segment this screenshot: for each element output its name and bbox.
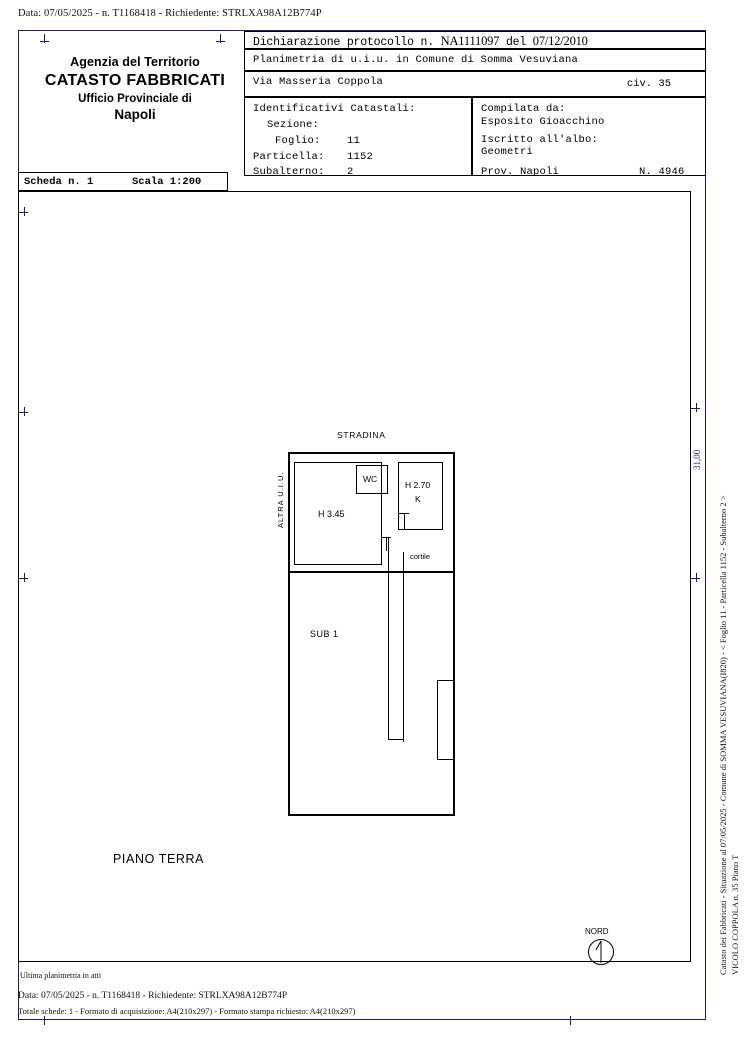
prov-label: Prov. Napoli [481,166,560,178]
dimension-vertical: 31,00 [692,449,702,470]
declaration-del: del [505,36,527,49]
compilata-name: Esposito Gioacchino [481,116,605,128]
label-cortile: cortile [410,552,431,561]
footer-meta: Data: 07/05/2025 - n. T1168418 - Richiedente: STRLXA98A12B774P [18,991,288,1001]
subalterno-label: Subalterno: [253,166,325,178]
compilata-title: Compilata da: [481,103,566,115]
declaration-prefix: Dichiarazione protocollo n. [253,36,434,49]
plan-wall [437,680,438,760]
agency-block [30,55,240,122]
plan-wall [403,552,404,742]
plan-wall [398,462,399,530]
foglio-label: Foglio: [275,135,321,147]
plan-wall [294,462,382,463]
plan-wall [381,462,382,565]
agency-line-4: Napoli [114,107,156,122]
address-text: Via Masseria Coppola [253,76,384,88]
identificativi-box [244,97,472,176]
agency-line-3: Ufficio Provinciale di [78,93,192,105]
plan-wall [399,513,409,514]
label-piano-terra: PIANO TERRA [113,852,205,866]
side-caption-line-1: Catasto dei Fabbricati - Situazione al 07/05/2025 - Comune di SOMMA VESUVIANA(I820) - < Foglio 11 - Particella 1152 - Subalterno 2 > [718,495,728,975]
label-altra-uiu: ALTRA U.I.U. [276,471,285,528]
plan-wall [453,452,455,573]
plan-wall [356,465,357,494]
plan-wall [356,465,388,466]
plan-wall [386,537,387,551]
plan-wall [437,759,455,760]
albo-value: Geometri [481,146,534,158]
plan-wall [288,814,455,816]
scheda-box [18,172,228,191]
protocol-number: NA1111097 [440,34,500,48]
side-caption-line-2: VICOLO COPPOLA n. 35 Piano T [730,854,740,975]
plan-wall [388,537,389,740]
top-meta-line: Data: 07/05/2025 - n. T1168418 - Richiedente: STRLXA98A12B774P [18,8,322,19]
label-room-main: H 3.45 [318,509,345,519]
foglio-value: 11 [347,135,361,147]
compass-needle-icon [588,939,614,965]
albo-numero: N. 4946 [639,166,685,178]
compilata-box [472,97,706,176]
plan-wall [294,564,382,565]
label-stradina: STRADINA [337,430,386,440]
civico-text: civ. 35 [626,78,671,90]
plan-wall [388,739,404,740]
scala-label: Scala 1:200 [132,176,202,188]
albo-label: Iscritto all'albo: [481,134,599,146]
registration-tick [220,34,221,43]
subalterno-value: 2 [347,166,354,178]
plan-wall [387,465,388,494]
plan-wall [437,680,455,681]
plan-wall [294,462,295,565]
agency-line-1: Agenzia del Territorio [70,55,200,69]
footer-formats: Totale schede: 1 - Formato di acquisizione: A4(210x297) - Formato stampa richiesto: A4(210x297) [18,1006,356,1016]
plan-wall [398,529,443,530]
planimetry-box [244,49,706,71]
particella-label: Particella: [253,151,325,163]
plan-wall [381,537,391,538]
registration-tick [44,1016,45,1025]
plan-wall [442,462,443,530]
registration-tick [570,1016,571,1025]
protocol-date: 07/12/2010 [532,34,588,48]
agency-line-2: CATASTO FABBRICATI [44,72,226,89]
plan-wall [288,571,455,573]
plan-wall [398,462,443,463]
registration-tick [691,408,700,409]
plan-wall [404,513,405,529]
label-room-wc: WC [363,474,378,484]
plan-wall [288,452,290,573]
declaration-box [244,31,706,49]
particella-value: 1152 [347,151,374,163]
identificativi-title: Identificativi Catastali: [253,103,416,115]
plan-wall [453,572,455,815]
label-nord: NORD [585,927,609,936]
plan-wall [356,493,388,494]
plan-wall [288,572,290,815]
sezione-label: Sezione: [267,119,320,131]
address-box [244,71,706,97]
label-sub: SUB 1 [310,629,339,639]
label-room-k: K [415,494,421,504]
declaration-text [253,34,588,49]
footer-note: Ultima planimetria in atti [20,971,102,980]
plan-wall [288,452,455,454]
scheda-label: Scheda n. 1 [24,176,94,188]
label-room-k-height: H 2.70 [405,480,431,490]
drawing-frame [18,191,691,962]
registration-tick [44,34,45,43]
registration-tick [691,578,700,579]
planimetry-text: Planimetria di u.i.u. in Comune di Somma Vesuviana [253,54,579,66]
